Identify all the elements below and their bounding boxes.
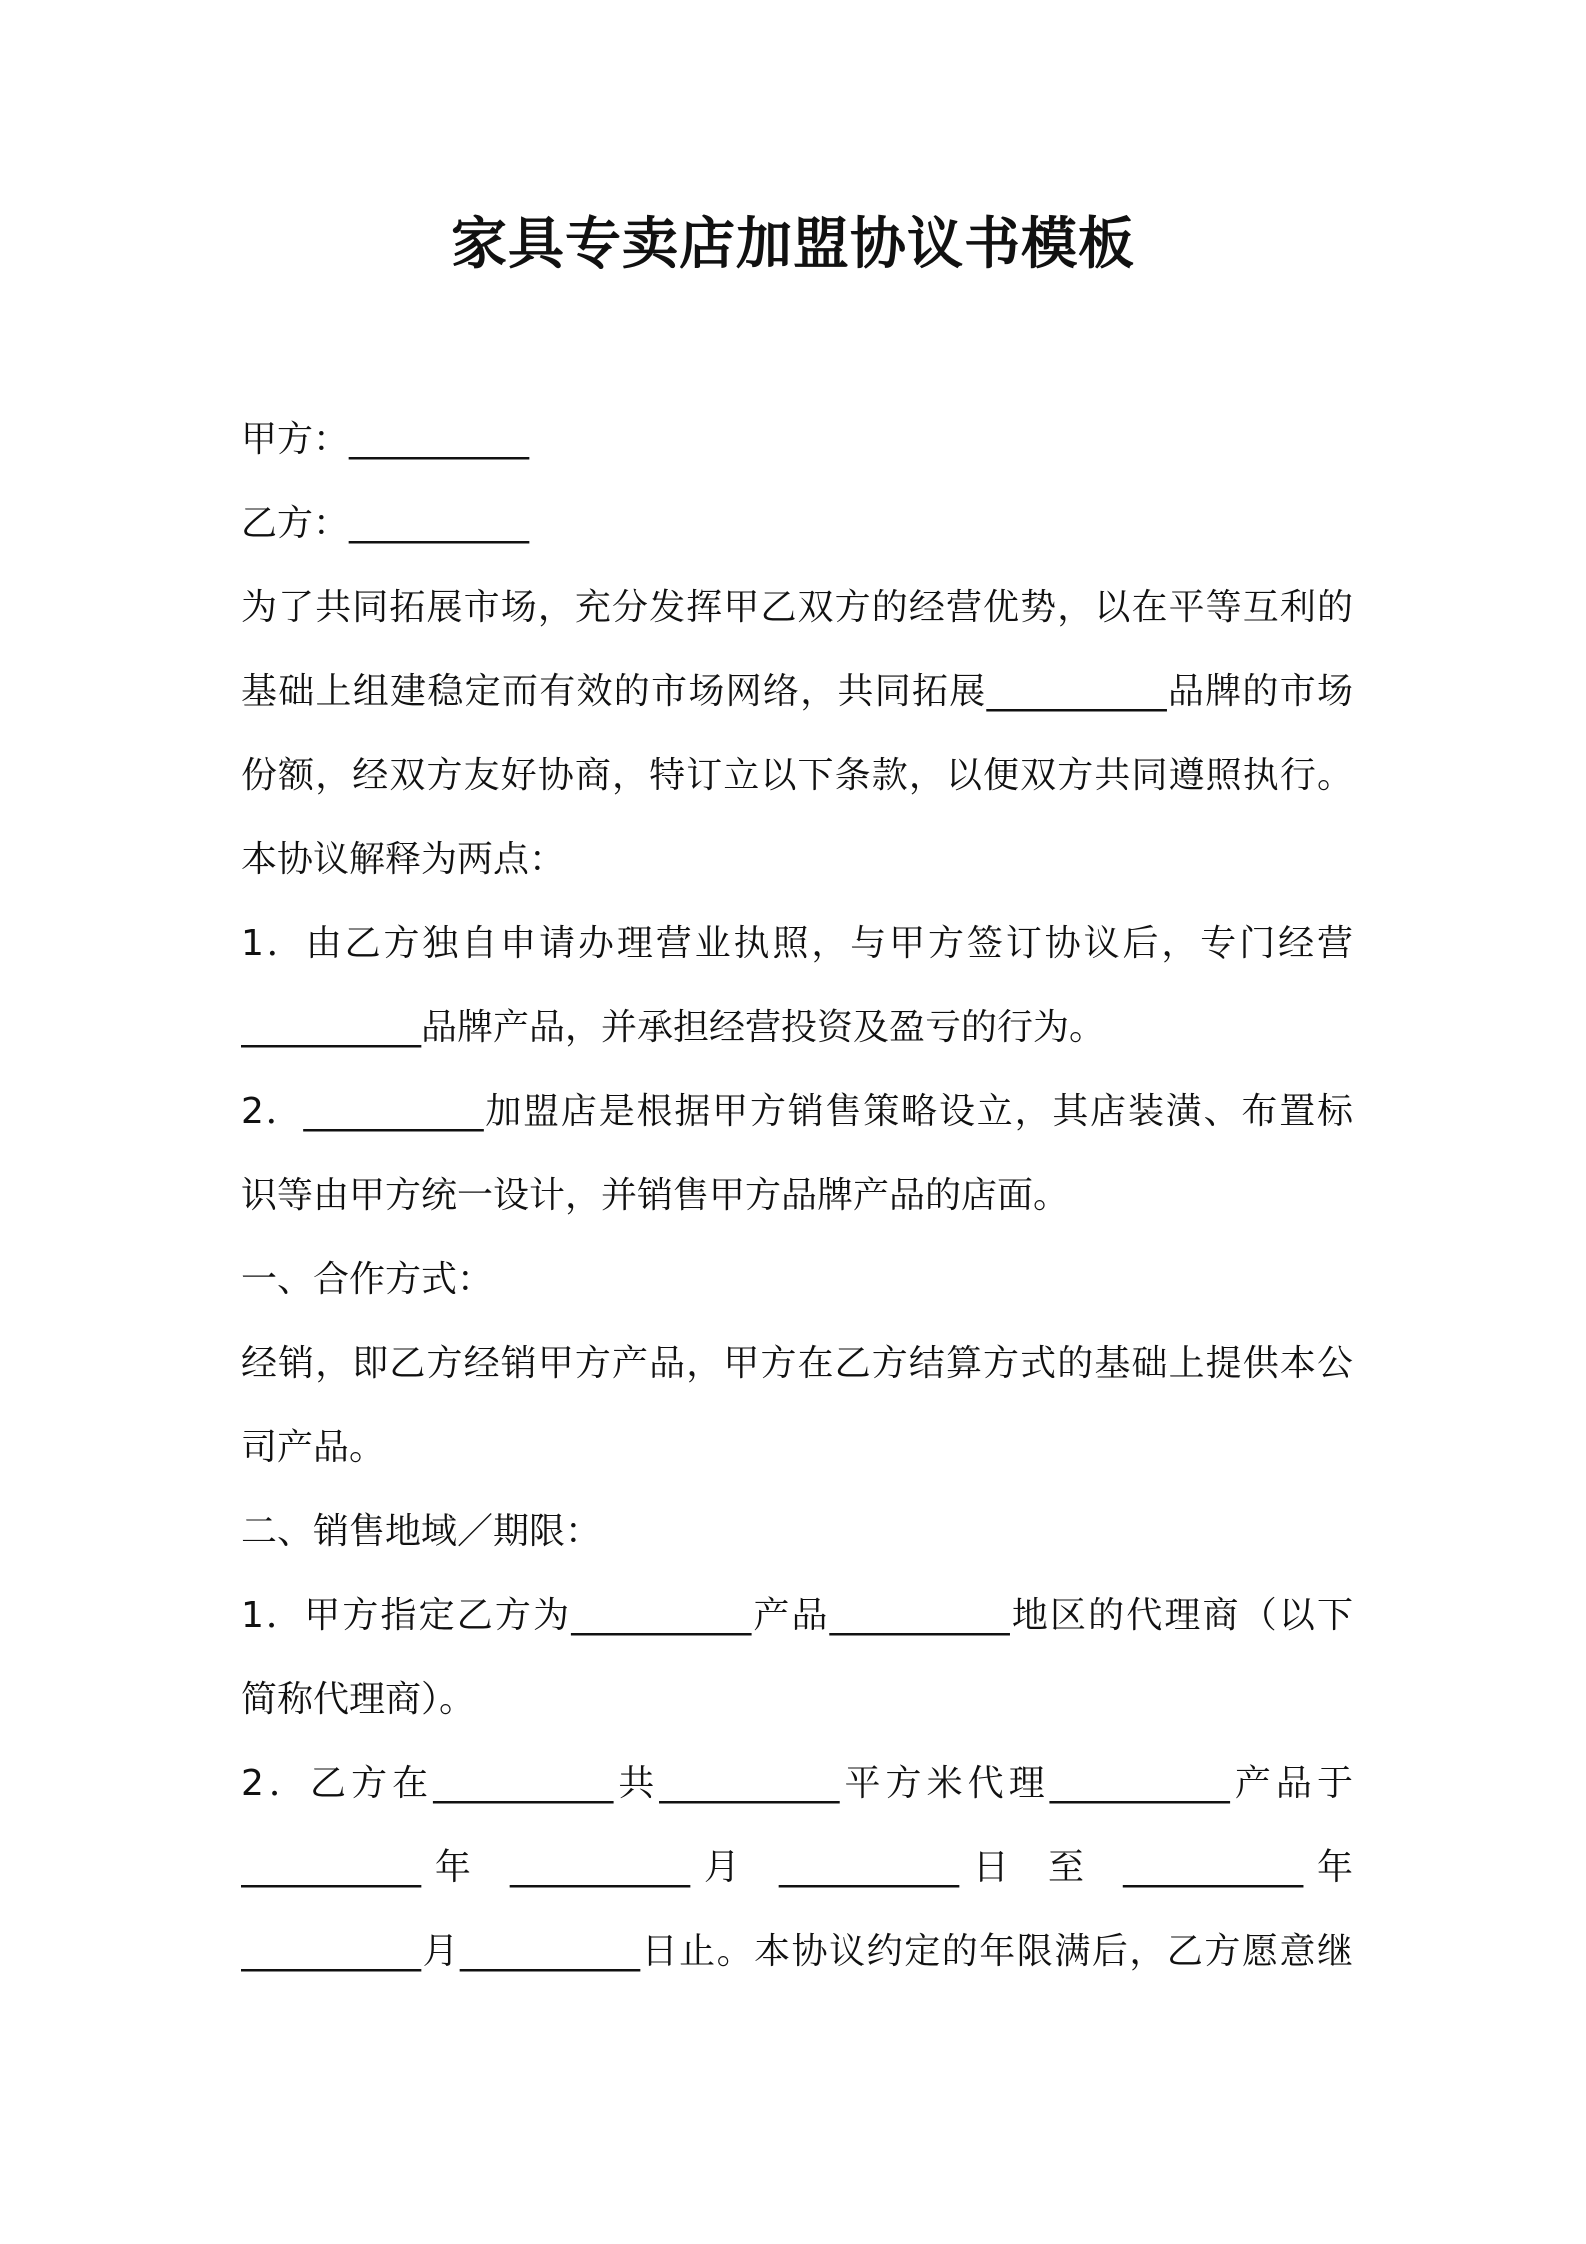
paragraph-line: 识等由甲方统一设计，并销售甲方品牌产品的店面。 xyxy=(241,1175,1070,1216)
paragraph-line: __________年 __________月 __________日 至 __________年 xyxy=(241,1847,1353,1888)
section-heading: 二、销售地域／期限： xyxy=(241,1511,602,1552)
party-b-line: 乙方：__________ xyxy=(241,503,530,544)
paragraph-line: 为了共同拓展市场，充分发挥甲乙双方的经营优势，以在平等互利的 xyxy=(241,587,1353,628)
section-heading: 一、合作方式： xyxy=(241,1259,494,1300)
paragraph-line: 简称代理商）。 xyxy=(241,1679,476,1720)
paragraph-line: 2．__________加盟店是根据甲方销售策略设立，其店装潢、布置标 xyxy=(241,1091,1353,1132)
party-a-line: 甲方：__________ xyxy=(241,419,530,460)
paragraph-line: 本协议解释为两点： xyxy=(241,839,566,880)
document-body xyxy=(241,398,1353,1994)
paragraph-line: __________月__________日止。本协议约定的年限满后，乙方愿意继 xyxy=(241,1931,1353,1972)
paragraph-line: 基础上组建稳定而有效的市场网络，共同拓展__________品牌的市场 xyxy=(241,671,1353,712)
document-title: 家具专卖店加盟协议书模板 xyxy=(451,212,1135,277)
paragraph-line: 司产品。 xyxy=(241,1427,386,1468)
paragraph-line: __________品牌产品，并承担经营投资及盈亏的行为。 xyxy=(241,1007,1106,1048)
paragraph-line: 1．甲方指定乙方为__________产品__________地区的代理商（以下 xyxy=(241,1595,1353,1636)
paragraph-line: 2．乙方在__________共__________平方米代理__________产品于 xyxy=(241,1763,1353,1804)
paragraph-line: 份额，经双方友好协商，特订立以下条款，以便双方共同遵照执行。 xyxy=(241,755,1353,796)
paragraph-line: 1．由乙方独自申请办理营业执照，与甲方签订协议后，专门经营 xyxy=(241,923,1353,964)
paragraph-line: 经销，即乙方经销甲方产品，甲方在乙方结算方式的基础上提供本公 xyxy=(241,1343,1353,1384)
